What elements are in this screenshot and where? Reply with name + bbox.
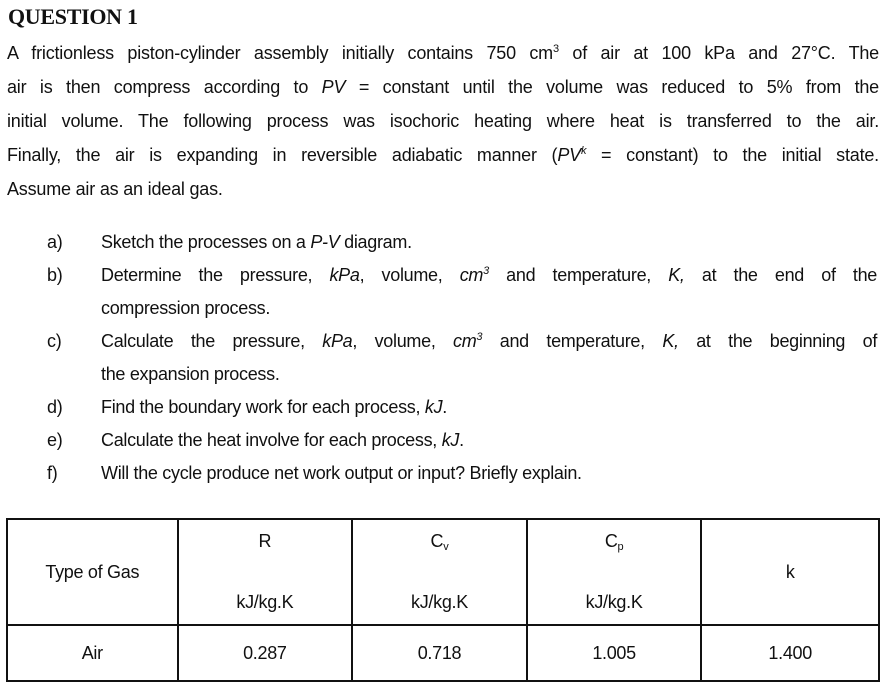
table-row <box>7 625 879 681</box>
cell-gas: Air <box>7 625 178 681</box>
item-label: f) <box>47 463 58 483</box>
sub-question-a <box>0 226 884 259</box>
item-text-cont: compression process. <box>101 298 271 318</box>
statement-line-5: Assume air as an ideal gas. <box>7 179 223 199</box>
item-label: d) <box>47 397 63 417</box>
sub-question-e <box>0 424 884 457</box>
sub-question-c <box>0 325 884 391</box>
item-text: Find the boundary work for each process, kJ. <box>101 397 447 417</box>
header-type-of-gas: Type of Gas <box>7 519 178 625</box>
sub-question-d <box>0 391 884 424</box>
item-label: a) <box>47 232 63 252</box>
item-text: Sketch the processes on a P-V diagram. <box>101 232 412 252</box>
header-cp: $C_p$ kJ/kg.K <box>527 519 702 625</box>
sub-question-f <box>0 457 884 490</box>
item-text: Calculate the pressure, kPa, volume, $cm^3$ and temperature, K, at the beginning of <box>101 331 878 351</box>
problem-statement <box>7 36 879 206</box>
item-text: Determine the pressure, kPa, volume, $cm^3$ and temperature, K, at the end of the <box>101 265 877 285</box>
item-text-cont: the expansion process. <box>101 364 280 384</box>
table-header-row <box>7 519 879 625</box>
gas-properties-table <box>6 518 880 682</box>
cell-cv: 0.718 <box>352 625 527 681</box>
item-label: e) <box>47 430 63 450</box>
item-label: c) <box>47 331 62 351</box>
header-k: k <box>701 519 879 625</box>
statement-line-4: Finally, the air is expanding in reversible adiabatic manner ($PV^k$ = constant) to the initial state. <box>7 145 879 165</box>
item-label: b) <box>47 265 63 285</box>
cell-cp: 1.005 <box>527 625 702 681</box>
sub-question-b <box>0 259 884 325</box>
statement-line-2: air is then compress according to PV = constant until the volume was reduced to 5% from the <box>7 77 879 97</box>
sub-questions-list <box>0 226 884 490</box>
statement-line-3: initial volume. The following process was isochoric heating where heat is transferred to the air. <box>7 111 879 131</box>
statement-line-1: A frictionless piston-cylinder assembly initially contains 750 $cm^3$ of air at 100 kPa and 27°C. The <box>7 43 879 63</box>
item-text: Calculate the heat involve for each process, kJ. <box>101 430 464 450</box>
cell-r: 0.287 <box>178 625 353 681</box>
item-text: Will the cycle produce net work output or input? Briefly explain. <box>101 463 582 483</box>
cell-k: 1.400 <box>701 625 879 681</box>
header-r: R kJ/kg.K <box>178 519 353 625</box>
question-title: QUESTION 1 <box>8 4 138 29</box>
header-cv: $C_v$ kJ/kg.K <box>352 519 527 625</box>
